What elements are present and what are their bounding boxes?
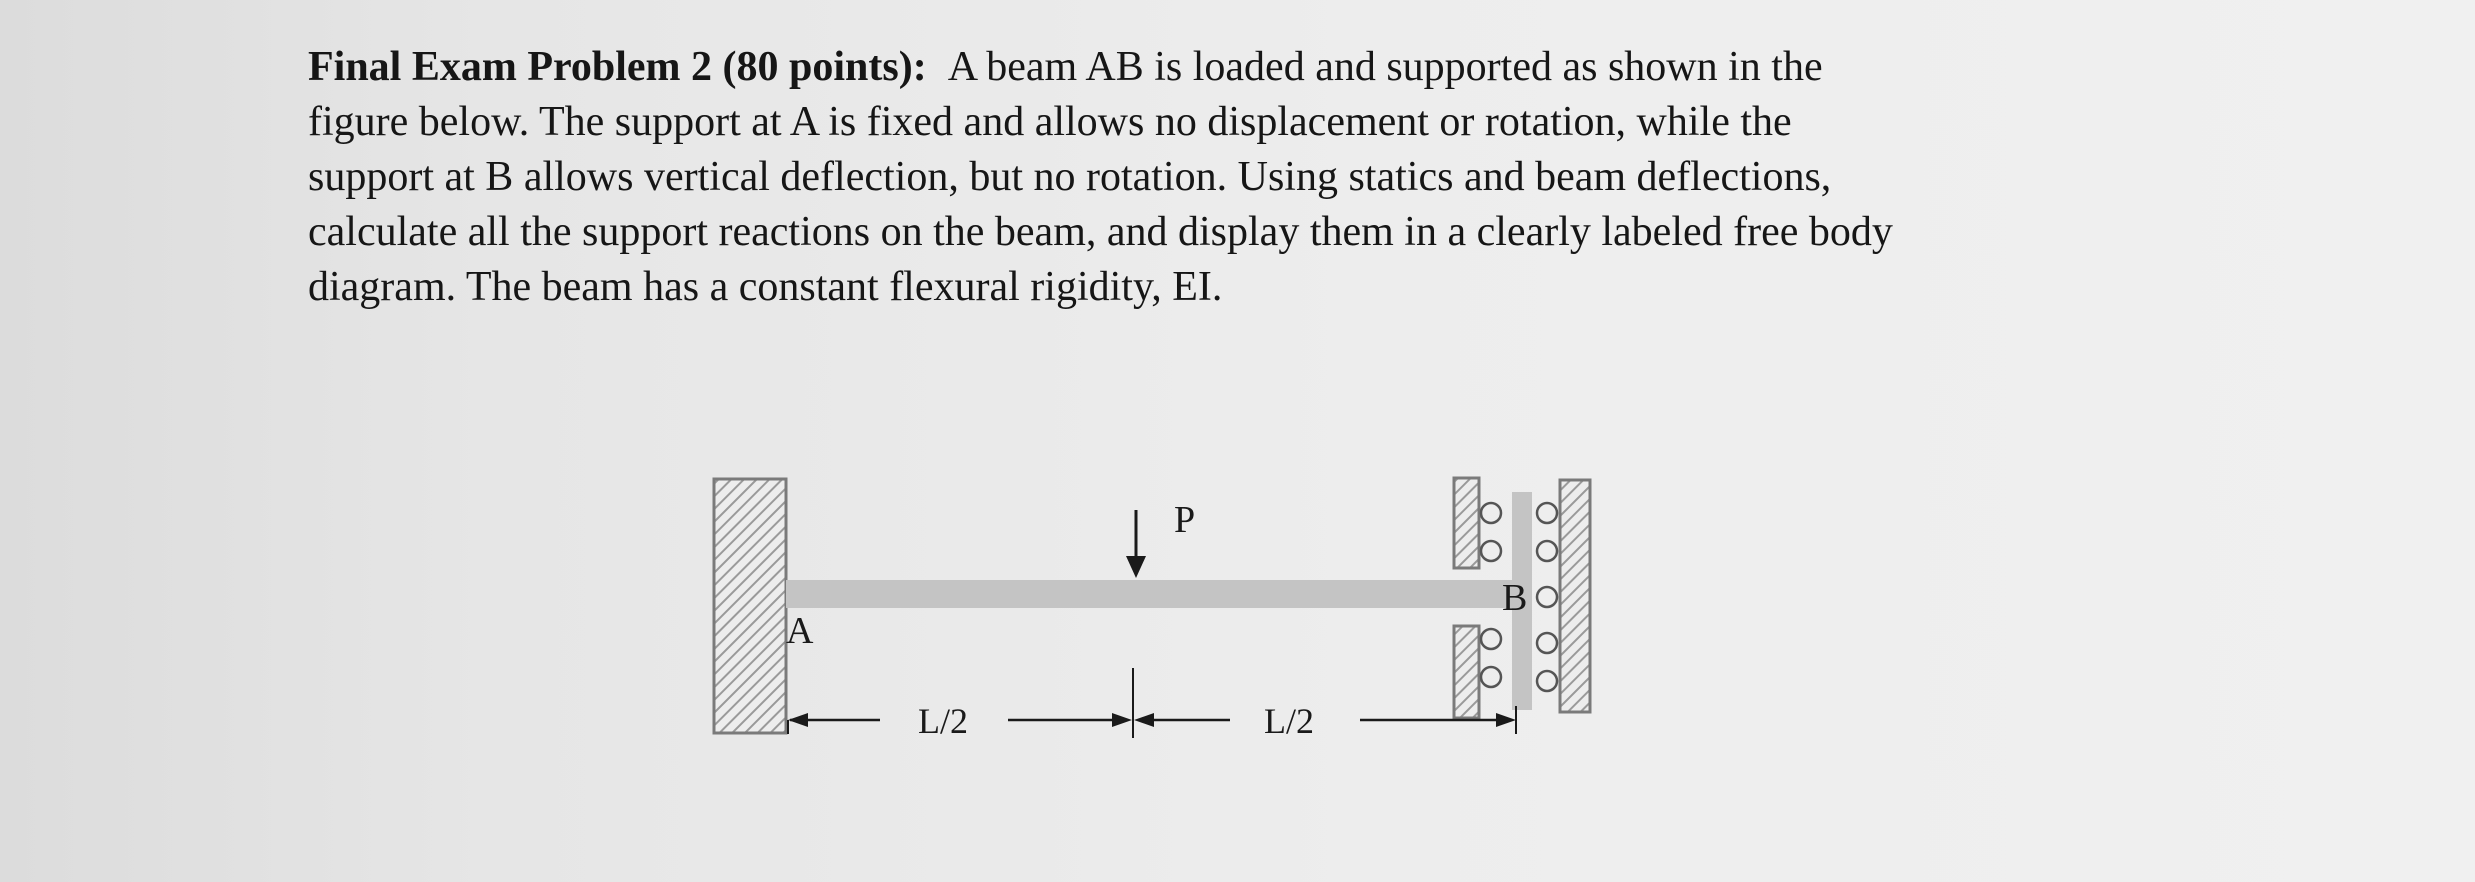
load-label: P [1174, 499, 1196, 541]
problem-line-3: support at B allows vertical deflection, but no rotation. Using statics and beam deflections, [308, 154, 1832, 200]
guide-block-upper [1454, 478, 1479, 568]
guide-wall-right [1560, 480, 1590, 712]
dimension-line [788, 668, 1516, 738]
roller [1537, 671, 1557, 691]
beam-ab [786, 580, 1512, 608]
problem-line-2: figure below. The support at A is fixed and allows no displacement or rotation, while the [308, 99, 1792, 145]
problem-text-1: A beam AB is loaded and supported as shown in the [947, 44, 1823, 90]
roller [1537, 633, 1557, 653]
guide-block-lower [1454, 626, 1479, 718]
support-a-label: A [786, 610, 814, 652]
roller [1481, 629, 1501, 649]
fixed-wall-a [714, 479, 786, 733]
problem-line-4: calculate all the support reactions on the beam, and display them in a clearly labeled free body [308, 209, 1893, 255]
dimension-left-label: L/2 [918, 701, 968, 741]
problem-line-5: diagram. The beam has a constant flexural rigidity, EI. [308, 264, 1223, 310]
roller [1537, 587, 1557, 607]
load-arrow-p [1126, 510, 1146, 578]
roller [1537, 541, 1557, 561]
roller [1481, 667, 1501, 687]
support-b-label: B [1502, 577, 1528, 619]
roller [1481, 541, 1501, 561]
roller [1537, 503, 1557, 523]
roller [1481, 503, 1501, 523]
dimension-right-label: L/2 [1264, 701, 1314, 741]
problem-title: Final Exam Problem 2 (80 points): [308, 44, 927, 90]
